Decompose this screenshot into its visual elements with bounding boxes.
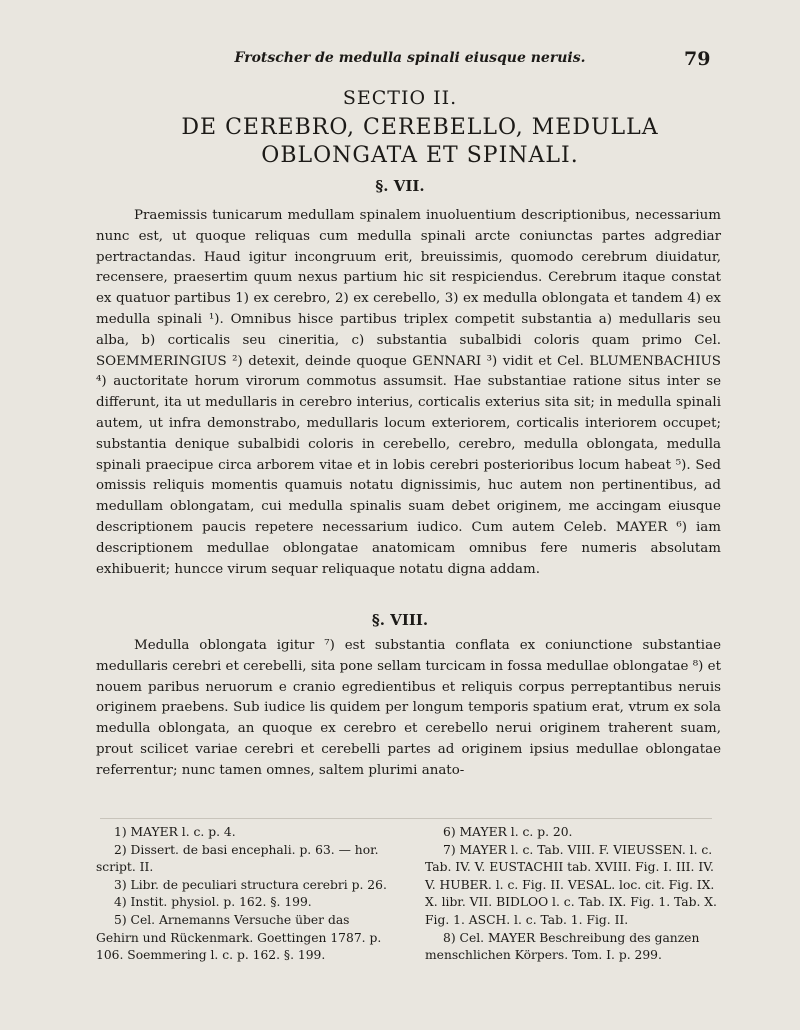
running-title: Frotscher de medulla spinali eiusque neruis. [234, 50, 586, 66]
footnote-8: 8) Cel. MAYER Beschreibung des ganzen menschlichen Körpers. Tom. I. p. 299. [425, 930, 700, 963]
paragraph-8-text: Medulla oblongata igitur ⁷) est substantia conflata ex coniunctione substantiae medullaris cerebri et cerebelli, sita pone sellam turcicam in fossa medullae oblongatae ⁸) et nouem paribus neruorum e cranio egredientibus et reliquis corpus perreptantibus neruis originem praebens. Sub iudice lis quidem per longum temporis spatium erat, vtrum ex sola medulla oblongata, an quoque ex cerebro et cerebello nerui originem traherent suam, prout scilicet variae cerebri et cerebelli partes ad originem ipsius medullae oblongatae referrentur; nunc tamen omnes, saltem plurimi anato- [96, 638, 721, 778]
footnote-3: 3) Libr. de peculiari structura cerebri p. 26. [114, 877, 387, 892]
footnote-2: 2) Dissert. de basi encephali. p. 63. — hor. script. II. [96, 842, 379, 875]
footnote-4: 4) Instit. physiol. p. 162. §. 199. [114, 895, 312, 910]
page-number: 79 [684, 48, 711, 70]
footnote-5: 5) Cel. Arnemanns Versuche über das Gehirn und Rückenmark. Goettingen 1787. p. 106. Soemmering l. c. p. 162. §. 199. [96, 912, 382, 963]
section-label: SECTIO II. [342, 87, 458, 109]
footnote-divider [100, 818, 712, 819]
footnotes-left [96, 824, 392, 965]
paragraph-7-text: Praemissis tunicarum medullam spinalem inuoluentium descriptionibus, necessarium nunc est, ut quoque reliquas cum medulla spinali arcte coniunctas partes adgrediar pertractandas. Haud igitur incongruum erit, breuissimis, quomodo cerebrum diuidatur, recensere, praesertim quum nexus partium hic sit respiciendus. Cerebrum itaque constat ex quatuor partibus 1) ex cerebro, 2) ex cerebello, 3) ex medulla oblongata et tandem 4) ex medulla spinali ¹). Omnibus hisce partibus triplex competit substantia a) medullaris seu alba, b) corticalis seu cineritia, c) substantia subalbidi coloris quam primo Cel. SOEMMERINGIUS ²) detexit, deinde quoque GENNARI ³) vidit et Cel. BLUMENBACHIUS ⁴) auctoritate horum virorum commotus assumsit. Hae substantiae ratione situs inter se differunt, ita ut medullaris in cerebro interius, corticalis exterius sita sit; in medulla spinali autem, ut infra demonstrabo, medullaris locum exteriorem, corticalis interiorem occupet; substantia denique subalbidi coloris in cerebello, cerebro, medulla oblongata, medulla spinali praecipue circa arborem vitae et in lobis cerebri posterioribus locum habeat ⁵). Sed omissis reliquis momentis quamuis notatu dignissimis, huc autem non pertinentibus, ad medullam oblongatam, cui medulla spinalis suam debet originem, me accingam eiusque descriptionem paucis repetere necessarium iudico. Cum autem Celeb. MAYER ⁶) iam descriptionem medullae oblongatae anatomicam omnibus fere numeris absolutam exhibuerit; huncce virum sequar reliquaque notatu digna addam. [96, 208, 721, 577]
paragraph-7 [96, 206, 721, 580]
section-title: DE CEREBRO, CEREBELLO, MEDULLA OBLONGATA ET SPINALI. [181, 115, 659, 168]
footnote-6: 6) MAYER l. c. p. 20. [443, 825, 573, 839]
footnote-7: 7) MAYER l. c. Tab. VIII. F. VIEUSSEN. l. c. Tab. IV. V. EUSTACHII tab. XVIII. Fig. I. III. IV. V. HUBER. l. c. Fig. II. VESAL. loc. cit. Fig. IX. X. libr. VII. BIDLOO l. c. Tab. IX. Fig. 1. Tab. X. Fig. 1. ASCH. l. c. Tab. 1. Fig. II. [425, 842, 717, 927]
footnotes-right [425, 824, 725, 965]
paragraph-sign-7: §. VII. [375, 177, 425, 195]
footnote-1: 1) MAYER l. c. p. 4. [114, 825, 236, 839]
paragraph-8 [96, 636, 721, 782]
paragraph-sign-8: §. VIII. [371, 611, 429, 629]
